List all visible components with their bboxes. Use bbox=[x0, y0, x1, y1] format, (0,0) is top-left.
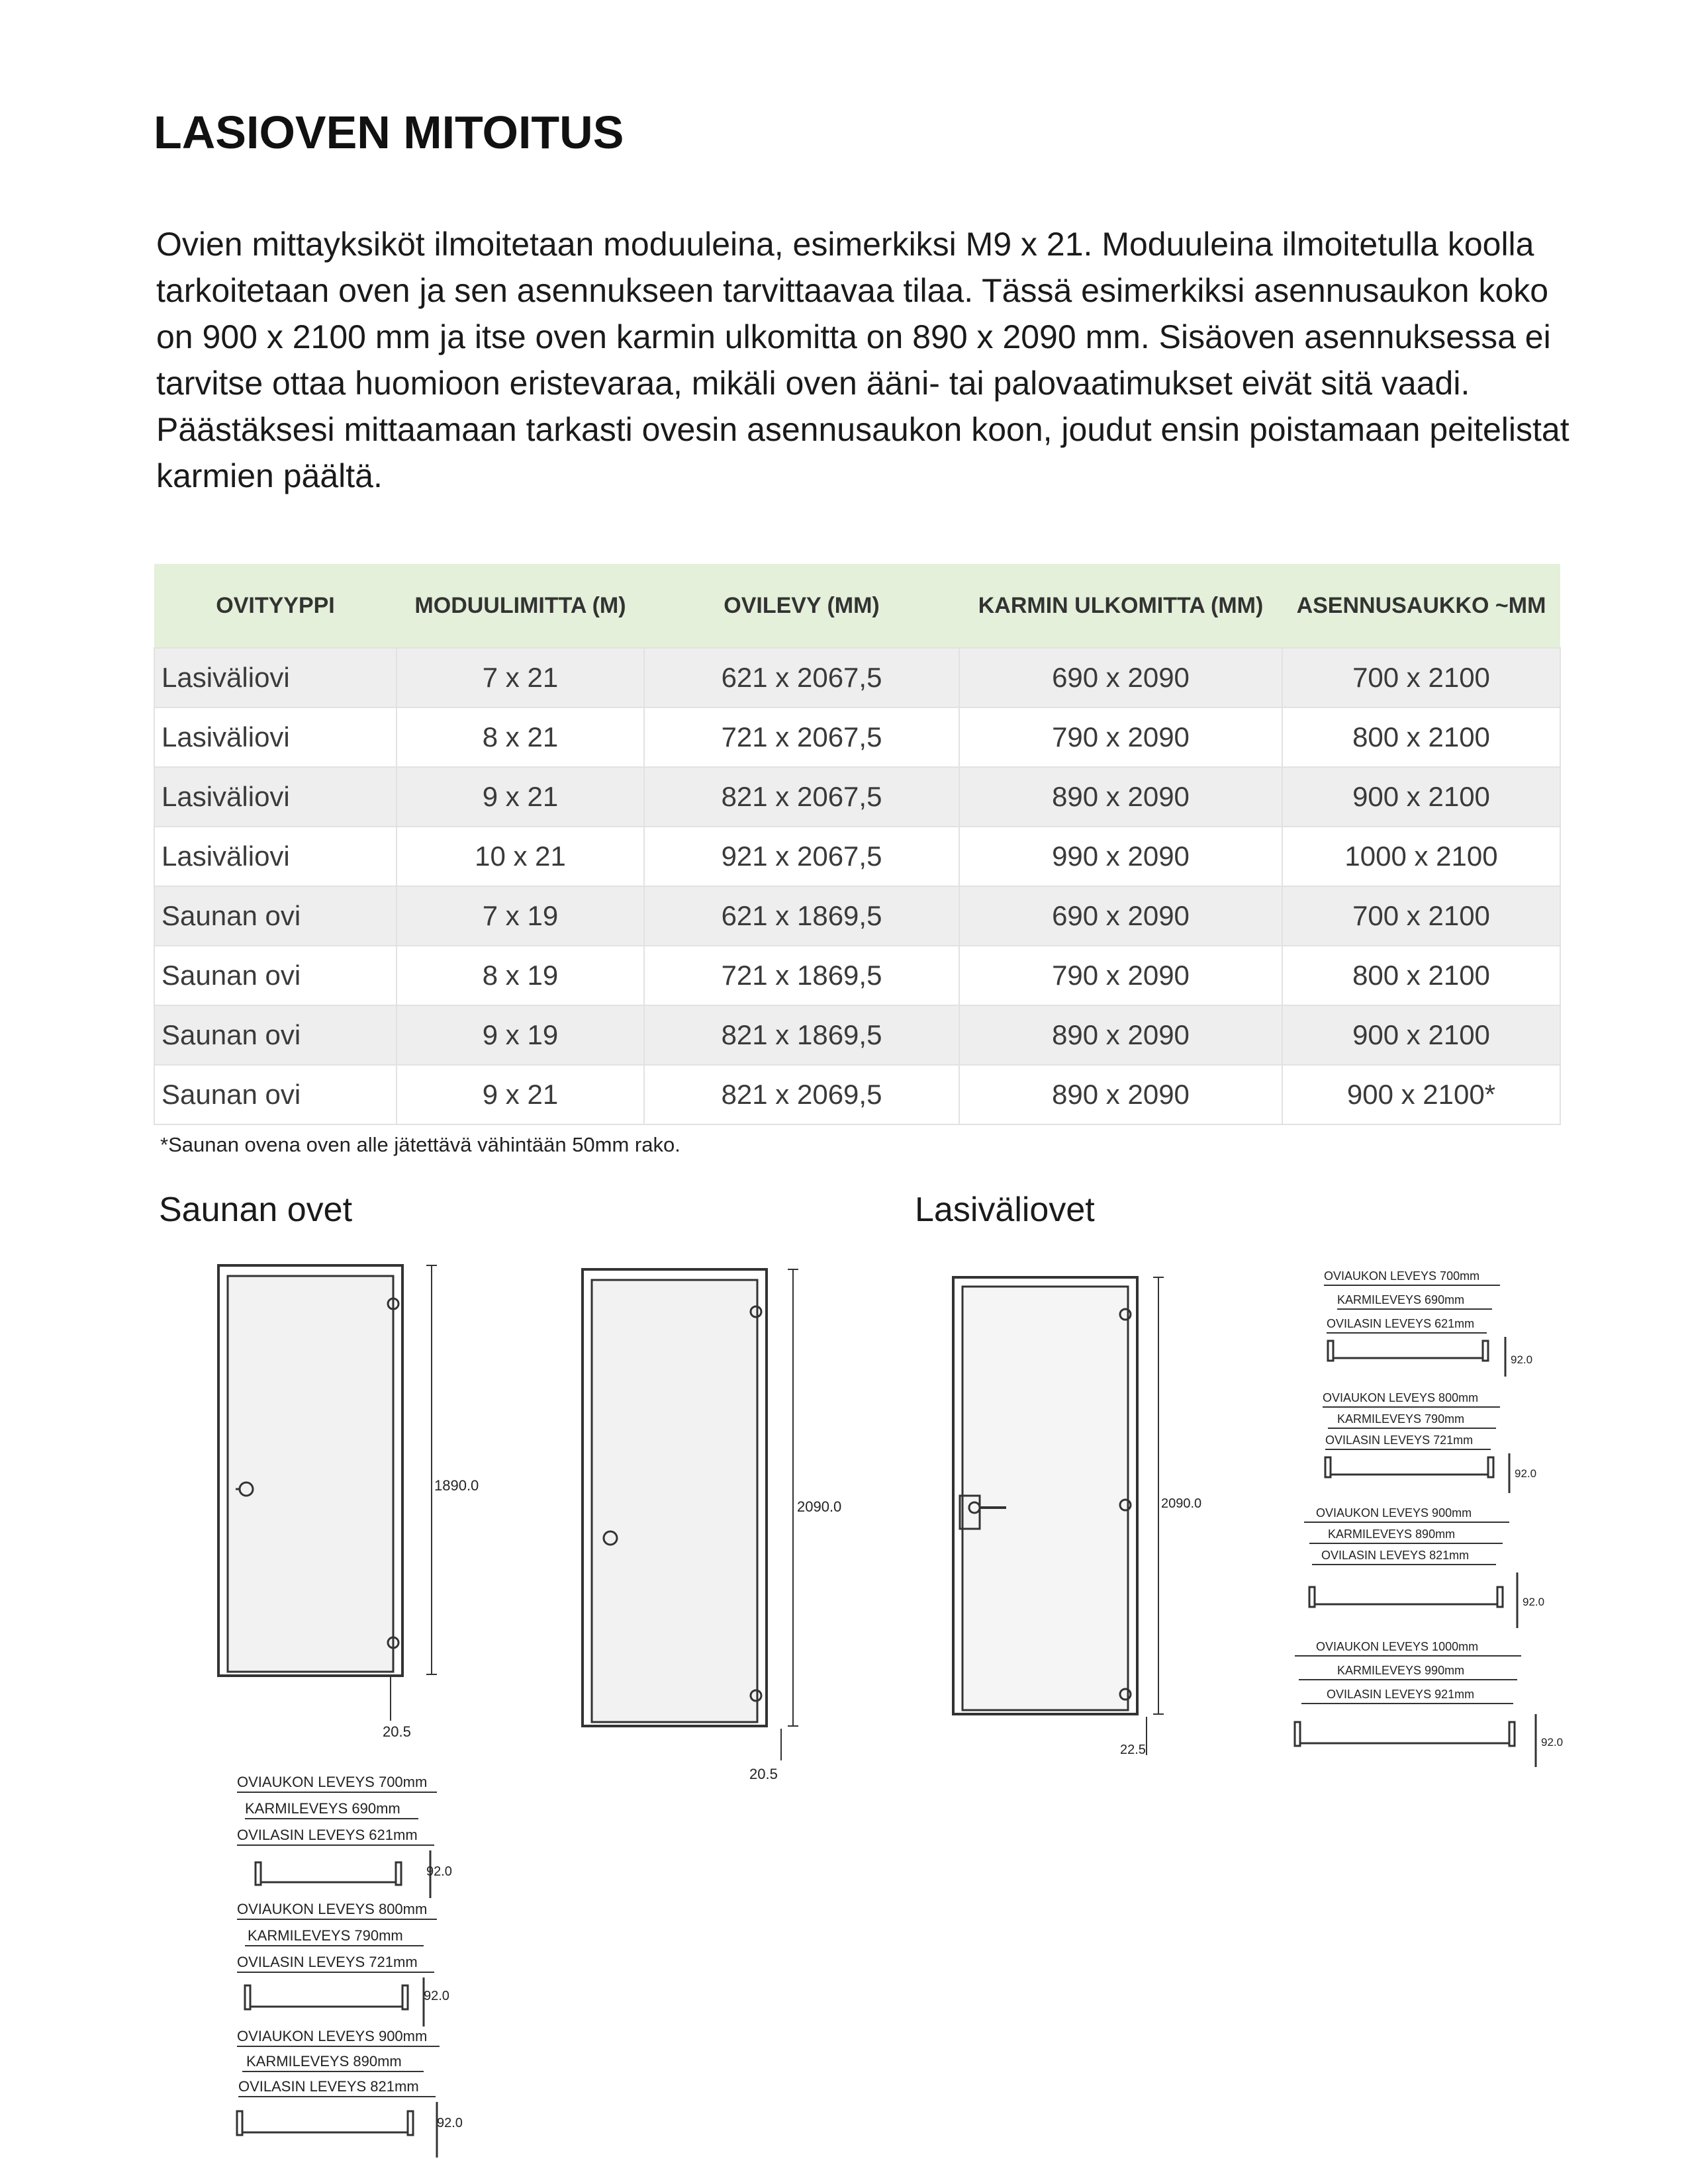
glass-width-sets bbox=[1284, 1257, 1575, 1800]
height-label: 1890.0 bbox=[434, 1477, 479, 1494]
cell-door-type: Lasiväliovi bbox=[154, 767, 397, 827]
cell-frame-outer: 990 x 2090 bbox=[959, 827, 1282, 886]
table-footnote: *Saunan ovena oven alle jätettävä vähintään 50mm rako. bbox=[160, 1133, 680, 1156]
frame-width-label: KARMILEVEYS 990mm bbox=[1337, 1664, 1465, 1677]
cell-door-panel: 821 x 2069,5 bbox=[644, 1065, 959, 1124]
opening-width-label: OVIAUKON LEVEYS 800mm bbox=[237, 1901, 428, 1917]
sauna-door-drawing-1 bbox=[199, 1257, 503, 1747]
cell-frame-outer: 890 x 2090 bbox=[959, 767, 1282, 827]
cell-module-size: 9 x 19 bbox=[397, 1005, 644, 1065]
opening-width-label: OVIAUKON LEVEYS 800mm bbox=[1323, 1391, 1479, 1404]
table-row bbox=[154, 886, 1560, 946]
cell-opening: 900 x 2100 bbox=[1282, 1005, 1560, 1065]
glass-panel bbox=[592, 1280, 757, 1722]
cell-module-size: 8 x 19 bbox=[397, 946, 644, 1005]
cell-door-panel: 821 x 2067,5 bbox=[644, 767, 959, 827]
cell-door-type: Lasiväliovi bbox=[154, 827, 397, 886]
cell-frame-outer: 890 x 2090 bbox=[959, 1005, 1282, 1065]
sauna-door-drawing-2 bbox=[569, 1257, 847, 1787]
glass-width-label: OVILASIN LEVEYS 821mm bbox=[238, 2078, 419, 2095]
frame-width-label: KARMILEVEYS 790mm bbox=[1337, 1412, 1465, 1426]
depth-label: 92.0 bbox=[1515, 1467, 1537, 1480]
sauna-width-sets bbox=[225, 1767, 503, 2164]
glass-width-label: OVILASIN LEVEYS 921mm bbox=[1327, 1688, 1475, 1701]
cell-door-type: Lasiväliovi bbox=[154, 707, 397, 767]
glass-width-label: OVILASIN LEVEYS 721mm bbox=[1325, 1433, 1474, 1447]
cell-module-size: 7 x 21 bbox=[397, 648, 644, 707]
section-heading-sauna: Saunan ovet bbox=[159, 1191, 353, 1229]
cell-frame-outer: 790 x 2090 bbox=[959, 707, 1282, 767]
glass-width-label: OVILASIN LEVEYS 621mm bbox=[1327, 1317, 1475, 1330]
frame-width-label: KARMILEVEYS 890mm bbox=[246, 2053, 402, 2070]
table-row bbox=[154, 767, 1560, 827]
table-row bbox=[154, 1005, 1560, 1065]
cell-module-size: 8 x 21 bbox=[397, 707, 644, 767]
cell-opening: 700 x 2100 bbox=[1282, 648, 1560, 707]
cell-door-type: Lasiväliovi bbox=[154, 648, 397, 707]
cell-module-size: 7 x 19 bbox=[397, 886, 644, 946]
frame-width-label: KARMILEVEYS 790mm bbox=[248, 1927, 403, 1944]
cell-door-type: Saunan ovi bbox=[154, 1065, 397, 1124]
cell-door-type: Saunan ovi bbox=[154, 1005, 397, 1065]
glass-panel bbox=[228, 1276, 393, 1672]
cell-door-panel: 921 x 2067,5 bbox=[644, 827, 959, 886]
table-row bbox=[154, 946, 1560, 1005]
opening-width-label: OVIAUKON LEVEYS 900mm bbox=[1316, 1506, 1472, 1520]
intro-paragraph bbox=[156, 221, 1573, 499]
depth-label: 92.0 bbox=[1511, 1353, 1533, 1366]
cell-frame-outer: 790 x 2090 bbox=[959, 946, 1282, 1005]
intro-text: Ovien mittayksiköt ilmoitetaan moduuleina, esimerkiksi M9 x 21. Moduuleina ilmoitetulla koolla tarkoitetaan oven ja sen asennukseen tarvittaavaa tilaa. Tässä esimerkiksi asennusaukon koko on 900 x 2100 mm ja itse oven karmin ulkomitta on 890 x 2090 mm. Sisäoven asennuksessa ei tarvitse ottaa huomioon eristevaraa, mikäli oven ääni- tai palovaatimukset eivät sitä vaadi. Päästäksesi mittaamaan tarkasti ovesin asennusaukon koon, joudut ensin poistamaan peitelistat karmien päältä. bbox=[156, 226, 1570, 494]
opening-width-label: OVIAUKON LEVEYS 700mm bbox=[1324, 1269, 1480, 1283]
cell-door-panel: 721 x 2067,5 bbox=[644, 707, 959, 767]
cell-door-panel: 721 x 1869,5 bbox=[644, 946, 959, 1005]
gap-label: 20.5 bbox=[383, 1723, 411, 1740]
cell-opening: 900 x 2100* bbox=[1282, 1065, 1560, 1124]
table-row bbox=[154, 707, 1560, 767]
cell-door-type: Saunan ovi bbox=[154, 946, 397, 1005]
opening-width-label: OVIAUKON LEVEYS 700mm bbox=[237, 1774, 428, 1790]
cell-opening: 900 x 2100 bbox=[1282, 767, 1560, 827]
cell-module-size: 10 x 21 bbox=[397, 827, 644, 886]
table-row bbox=[154, 827, 1560, 886]
cell-door-panel: 621 x 2067,5 bbox=[644, 648, 959, 707]
cell-opening: 800 x 2100 bbox=[1282, 946, 1560, 1005]
cell-door-type: Saunan ovi bbox=[154, 886, 397, 946]
cell-frame-outer: 690 x 2090 bbox=[959, 886, 1282, 946]
cell-door-panel: 621 x 1869,5 bbox=[644, 886, 959, 946]
cell-module-size: 9 x 21 bbox=[397, 767, 644, 827]
header-frame-outer: KARMIN ULKOMITTA (MM) bbox=[959, 564, 1282, 648]
table-row bbox=[154, 1065, 1560, 1124]
depth-label: 92.0 bbox=[1523, 1596, 1545, 1608]
depth-label: 92.0 bbox=[424, 1989, 449, 2003]
frame-width-label: KARMILEVEYS 690mm bbox=[245, 1800, 400, 1817]
header-opening: ASENNUSAUKKO ~MM bbox=[1282, 564, 1560, 648]
header-door-panel: OVILEVY (MM) bbox=[644, 564, 959, 648]
glass-width-label: OVILASIN LEVEYS 821mm bbox=[1321, 1549, 1470, 1562]
frame-width-label: KARMILEVEYS 890mm bbox=[1328, 1527, 1456, 1541]
section-heading-glass: Lasiväliovet bbox=[915, 1191, 1095, 1229]
depth-label: 92.0 bbox=[426, 1864, 452, 1879]
gap-label: 22.5 bbox=[1120, 1743, 1146, 1757]
header-door-type: OVITYYPPI bbox=[154, 564, 397, 648]
cell-door-panel: 821 x 1869,5 bbox=[644, 1005, 959, 1065]
page-title: LASIOVEN MITOITUS bbox=[154, 107, 624, 158]
cell-opening: 700 x 2100 bbox=[1282, 886, 1560, 946]
glass-door-drawing bbox=[940, 1264, 1218, 1780]
cell-frame-outer: 690 x 2090 bbox=[959, 648, 1282, 707]
depth-label-extra: 92.0 bbox=[1541, 1736, 1564, 1749]
opening-width-label: OVIAUKON LEVEYS 1000mm bbox=[1316, 1640, 1479, 1653]
gap-label: 20.5 bbox=[749, 1766, 778, 1782]
height-label: 2090.0 bbox=[797, 1498, 842, 1515]
depth-label: 92.0 bbox=[437, 2116, 463, 2130]
table-row bbox=[154, 648, 1560, 707]
frame-width-label: KARMILEVEYS 690mm bbox=[1337, 1293, 1465, 1306]
glass-width-label: OVILASIN LEVEYS 721mm bbox=[237, 1954, 418, 1970]
cell-opening: 1000 x 2100 bbox=[1282, 827, 1560, 886]
glass-width-label: OVILASIN LEVEYS 621mm bbox=[237, 1827, 418, 1843]
header-module-size: MODUULIMITTA (M) bbox=[397, 564, 644, 648]
door-dimension-table bbox=[154, 564, 1561, 1125]
glass-panel bbox=[962, 1287, 1128, 1710]
cell-opening: 800 x 2100 bbox=[1282, 707, 1560, 767]
cell-module-size: 9 x 21 bbox=[397, 1065, 644, 1124]
table-header-row bbox=[154, 564, 1560, 648]
opening-width-label: OVIAUKON LEVEYS 900mm bbox=[237, 2028, 428, 2044]
cell-frame-outer: 890 x 2090 bbox=[959, 1065, 1282, 1124]
height-label: 2090.0 bbox=[1161, 1496, 1202, 1511]
